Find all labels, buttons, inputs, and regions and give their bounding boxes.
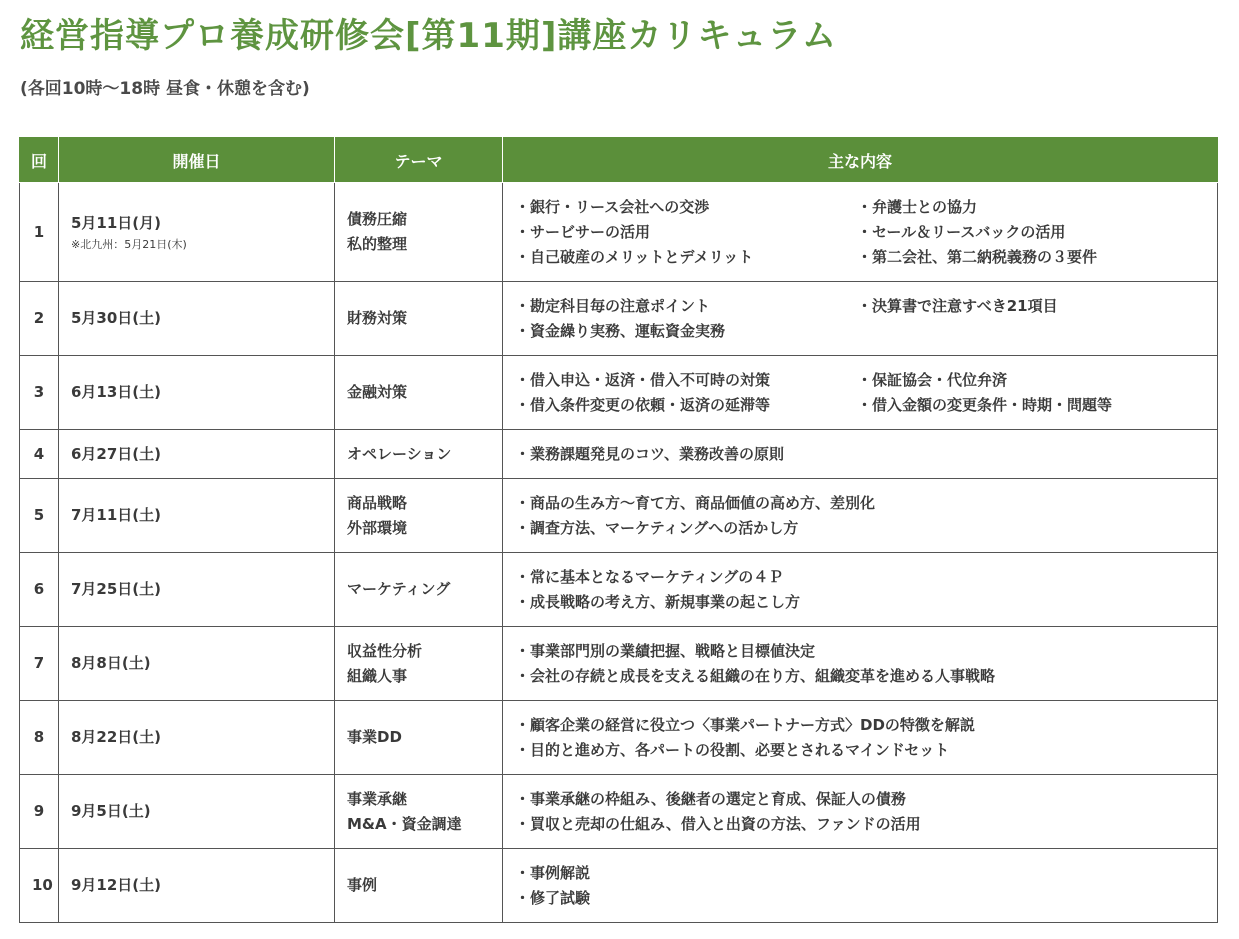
content-item: ・勘定科目毎の注意ポイント: [515, 296, 711, 315]
session-content: [503, 627, 1218, 701]
column-header-number: 回: [20, 138, 59, 183]
session-number: 3: [20, 356, 59, 430]
content-item: ・借入金額の変更条件・時期・問題等: [857, 395, 1113, 414]
content-item: ・資金繰り実務、運転資金実務: [515, 321, 726, 340]
session-content: [503, 282, 1218, 356]
column-header-content: 主な内容: [503, 138, 1218, 183]
session-number: 9: [20, 775, 59, 849]
table-row: [20, 627, 1218, 701]
theme-line: 商品戦略: [347, 493, 408, 512]
session-theme: [335, 775, 503, 849]
session-number: 10: [20, 849, 59, 923]
session-theme: [335, 849, 503, 923]
page-title: 経営指導プロ養成研修会[第11期]講座カリキュラム: [20, 16, 838, 56]
session-content: [503, 430, 1218, 479]
theme-line: 事業DD: [347, 728, 402, 746]
session-theme: [335, 430, 503, 479]
session-theme: [335, 356, 503, 430]
session-date: 8月8日(土): [59, 627, 335, 701]
content-item: ・第二会社、第二納税義務の３要件: [857, 247, 1098, 266]
table-row: [20, 701, 1218, 775]
session-date: 7月11日(土): [59, 479, 335, 553]
content-item: ・決算書で注意すべき21項目: [857, 296, 1058, 315]
session-number: 8: [20, 701, 59, 775]
theme-line: 金融対策: [347, 383, 408, 401]
content-item: ・商品の生み方〜育て方、商品価値の高め方、差別化: [515, 493, 876, 512]
session-date: 5月11日(月): [71, 213, 162, 232]
content-item: ・会社の存続と成長を支える組織の在り方、組織変革を進める人事戦略: [515, 666, 996, 685]
session-date-cell: [59, 183, 335, 282]
theme-line: 収益性分析: [347, 641, 423, 660]
content-item: ・事業承継の枠組み、後継者の選定と育成、保証人の債務: [515, 789, 906, 808]
theme-line: 私的整理: [347, 235, 408, 253]
content-item: ・顧客企業の経営に役立つ〈事業パートナー方式〉DDの特徴を解説: [515, 715, 975, 734]
table-row: [20, 183, 1218, 282]
session-date-note: ※北九州：5月21日(木): [71, 237, 187, 251]
table-row: [20, 479, 1218, 553]
curriculum-table: [19, 137, 1218, 923]
session-content: [503, 553, 1218, 627]
session-number: 1: [20, 183, 59, 282]
content-item: ・事例解説: [515, 863, 591, 882]
session-theme: [335, 553, 503, 627]
content-item: ・銀行・リース会社への交渉: [515, 197, 710, 216]
content-item: ・自己破産のメリットとデメリット: [515, 247, 754, 266]
theme-line: 組織人事: [347, 666, 408, 685]
session-number: 5: [20, 479, 59, 553]
session-date: 6月27日(土): [59, 430, 335, 479]
session-date: 5月30日(土): [59, 282, 335, 356]
theme-line: 事業承継: [347, 789, 408, 808]
session-theme: [335, 183, 503, 282]
session-theme: [335, 282, 503, 356]
session-theme: [335, 627, 503, 701]
page-subtitle: (各回10時〜18時 昼食・休憩を含む): [20, 79, 310, 99]
theme-line: 事例: [347, 876, 378, 894]
table-row: [20, 553, 1218, 627]
session-theme: [335, 701, 503, 775]
session-content: [503, 849, 1218, 923]
content-item: ・借入条件変更の依頼・返済の延滞等: [515, 395, 771, 414]
content-item: ・サービサーの活用: [515, 222, 651, 241]
content-item: ・調査方法、マーケティングへの活かし方: [515, 518, 799, 537]
table-row: [20, 775, 1218, 849]
table-row: [20, 430, 1218, 479]
theme-line: 債務圧縮: [347, 210, 408, 228]
column-header-date: 開催日: [59, 138, 335, 183]
table-row: [20, 282, 1218, 356]
session-date: 8月22日(土): [59, 701, 335, 775]
content-item: ・弁護士との協力: [857, 197, 978, 216]
theme-line: マーケティング: [347, 580, 451, 598]
session-date: 9月5日(土): [59, 775, 335, 849]
content-item: ・借入申込・返済・借入不可時の対策: [515, 370, 771, 389]
content-item: ・目的と進め方、各パートの役割、必要とされるマインドセット: [515, 740, 950, 759]
session-theme: [335, 479, 503, 553]
session-content: [503, 356, 1218, 430]
content-item: ・業務課題発見のコツ、業務改善の原則: [515, 444, 784, 463]
session-date: 6月13日(土): [59, 356, 335, 430]
table-row: [20, 356, 1218, 430]
theme-line: オペレーション: [347, 444, 452, 463]
theme-line: M&A・資金調達: [347, 814, 462, 833]
session-content: [503, 479, 1218, 553]
content-item: ・修了試験: [515, 888, 591, 907]
session-content: [503, 183, 1218, 282]
theme-line: 外部環境: [347, 518, 408, 537]
session-date: 9月12日(土): [59, 849, 335, 923]
session-content: [503, 775, 1218, 849]
content-item: ・成長戦略の考え方、新規事業の起こし方: [515, 592, 801, 611]
table-header-row: [20, 138, 1218, 183]
content-item: ・事業部門別の業績把握、戦略と目標値決定: [515, 641, 816, 660]
session-number: 6: [20, 553, 59, 627]
content-item: ・保証協会・代位弁済: [857, 370, 1008, 389]
column-header-theme: テーマ: [335, 138, 503, 183]
session-number: 2: [20, 282, 59, 356]
session-number: 4: [20, 430, 59, 479]
session-number: 7: [20, 627, 59, 701]
theme-line: 財務対策: [347, 309, 408, 327]
content-item: ・常に基本となるマーケティングの４Ｐ: [515, 567, 784, 586]
content-item: ・セール＆リースバックの活用: [857, 222, 1066, 241]
table-row: [20, 849, 1218, 923]
session-date: 7月25日(土): [59, 553, 335, 627]
content-item: ・買収と売却の仕組み、借入と出資の方法、ファンドの活用: [515, 814, 921, 833]
session-content: [503, 701, 1218, 775]
